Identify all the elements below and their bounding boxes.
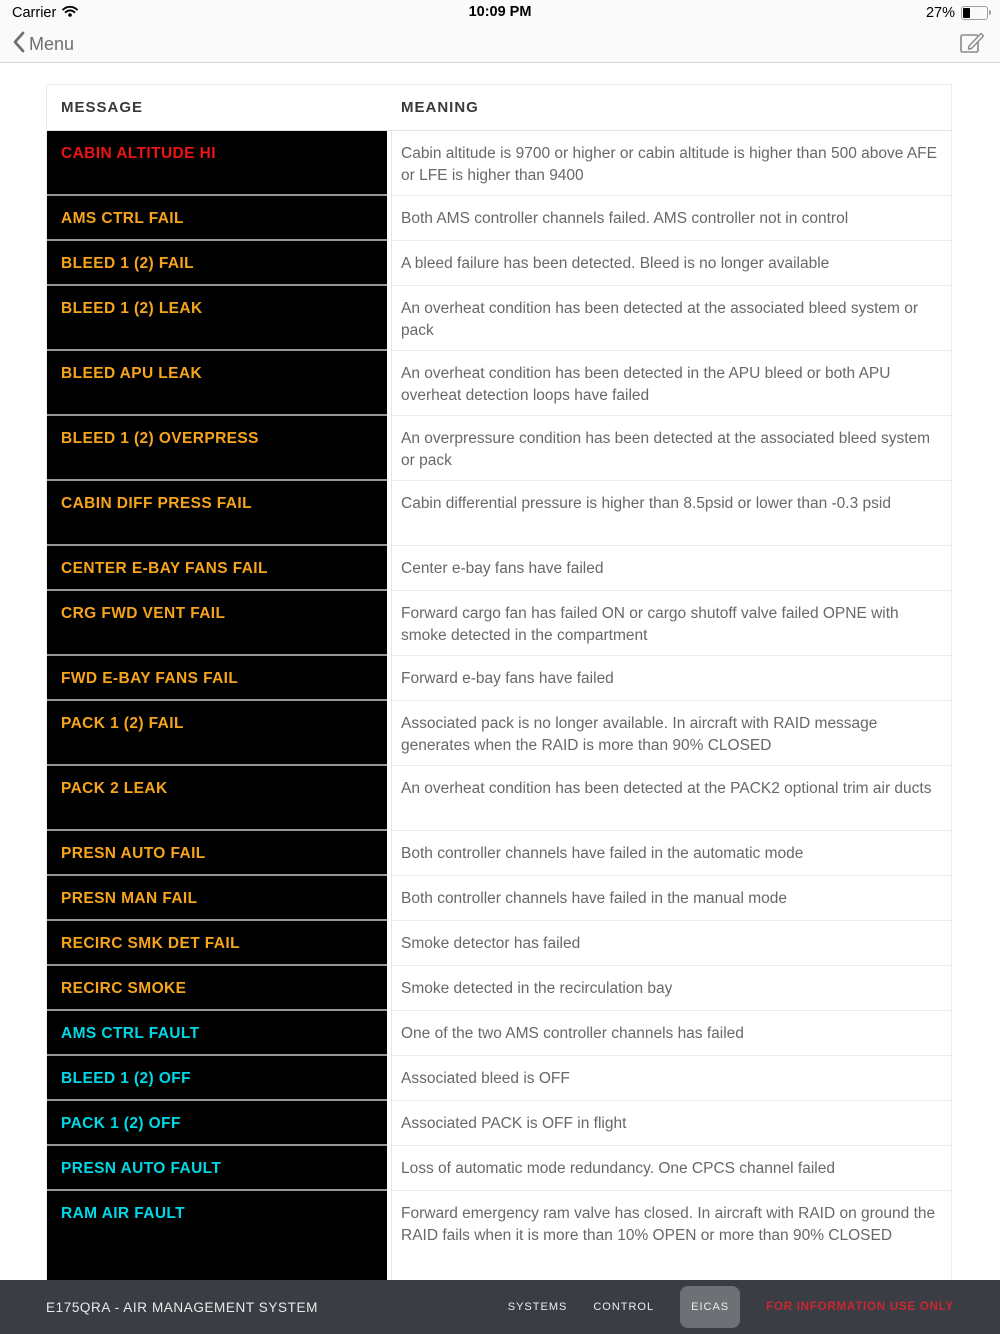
top-chrome xyxy=(0,0,1000,63)
table-row xyxy=(47,701,951,766)
meaning-cell: An overheat condition has been detected in the APU bleed or both APU overheat detection loops have failed xyxy=(391,351,951,416)
back-button[interactable] xyxy=(12,31,74,58)
message-cell: BLEED 1 (2) OFF xyxy=(47,1056,387,1101)
info-use-notice: FOR INFORMATION USE ONLY xyxy=(766,1301,954,1313)
meaning-cell: Forward emergency ram valve has closed. In aircraft with RAID on ground the RAID fails when it is more than 10% OPEN or more than 90% CLOSED xyxy=(391,1191,951,1299)
table-row xyxy=(47,1146,951,1191)
eicas-message-table xyxy=(46,84,952,1299)
meaning-cell: Center e-bay fans have failed xyxy=(391,546,951,591)
message-table-body xyxy=(47,131,951,1299)
message-cell: PRESN AUTO FAULT xyxy=(47,1146,387,1191)
compose-icon xyxy=(958,28,986,61)
message-cell: BLEED 1 (2) OVERPRESS xyxy=(47,416,387,481)
message-cell: AMS CTRL FAULT xyxy=(47,1011,387,1056)
meaning-cell: Both controller channels have failed in the manual mode xyxy=(391,876,951,921)
meaning-cell: Cabin altitude is 9700 or higher or cabin altitude is higher than 500 above AFE or LFE is higher than 9400 xyxy=(391,131,951,196)
message-cell: BLEED 1 (2) LEAK xyxy=(47,286,387,351)
message-cell: PRESN MAN FAIL xyxy=(47,876,387,921)
table-row xyxy=(47,196,951,241)
table-row xyxy=(47,1056,951,1101)
footer-tab-systems[interactable]: SYSTEMS xyxy=(507,1301,568,1313)
carrier-label: Carrier xyxy=(12,4,57,21)
message-cell: RAM AIR FAULT xyxy=(47,1191,387,1299)
document-title: E175QRA - AIR MANAGEMENT SYSTEM xyxy=(46,1299,318,1315)
message-cell: CABIN DIFF PRESS FAIL xyxy=(47,481,387,546)
table-row xyxy=(47,1011,951,1056)
table-row xyxy=(47,416,951,481)
message-cell: BLEED 1 (2) FAIL xyxy=(47,241,387,286)
meaning-cell: Both AMS controller channels failed. AMS controller not in control xyxy=(391,196,951,241)
meaning-cell: A bleed failure has been detected. Bleed is no longer available xyxy=(391,241,951,286)
message-cell: PACK 1 (2) OFF xyxy=(47,1101,387,1146)
message-cell: BLEED APU LEAK xyxy=(47,351,387,416)
status-bar xyxy=(0,0,1000,23)
meaning-cell: One of the two AMS controller channels has failed xyxy=(391,1011,951,1056)
nav-bar xyxy=(0,23,1000,65)
meaning-cell: An overheat condition has been detected at the associated bleed system or pack xyxy=(391,286,951,351)
meaning-cell: Associated pack is no longer available. In aircraft with RAID message generates when the RAID is more than 90% CLOSED xyxy=(391,701,951,766)
table-row xyxy=(47,286,951,351)
footer-tab-eicas[interactable]: EICAS xyxy=(680,1286,740,1328)
message-cell: CRG FWD VENT FAIL xyxy=(47,591,387,656)
battery-percent: 27% xyxy=(925,4,955,21)
table-row xyxy=(47,921,951,966)
meaning-cell: An overpressure condition has been detected at the associated bleed system or pack xyxy=(391,416,951,481)
column-header-message: MESSAGE xyxy=(61,99,144,116)
meaning-cell: Smoke detector has failed xyxy=(391,921,951,966)
footer-tabs xyxy=(508,1286,954,1328)
table-row xyxy=(47,656,951,701)
table-row xyxy=(47,766,951,831)
table-row xyxy=(47,966,951,1011)
message-cell: CENTER E-BAY FANS FAIL xyxy=(47,546,387,591)
meaning-cell: Loss of automatic mode redundancy. One CPCS channel failed xyxy=(391,1146,951,1191)
message-cell: PACK 2 LEAK xyxy=(47,766,387,831)
table-row xyxy=(47,1101,951,1146)
message-cell: PACK 1 (2) FAIL xyxy=(47,701,387,766)
message-cell: PRESN AUTO FAIL xyxy=(47,831,387,876)
meaning-cell: Cabin differential pressure is higher than 8.5psid or lower than -0.3 psid xyxy=(391,481,951,546)
meaning-cell: Both controller channels have failed in the automatic mode xyxy=(391,831,951,876)
meaning-cell: An overheat condition has been detected at the PACK2 optional trim air ducts xyxy=(391,766,951,831)
meaning-cell: Associated PACK is OFF in flight xyxy=(391,1101,951,1146)
column-header-meaning: MEANING xyxy=(401,99,479,116)
message-cell: AMS CTRL FAIL xyxy=(47,196,387,241)
table-row xyxy=(47,591,951,656)
table-row xyxy=(47,351,951,416)
table-row xyxy=(47,831,951,876)
table-row xyxy=(47,546,951,591)
meaning-cell: Smoke detected in the recirculation bay xyxy=(391,966,951,1011)
back-label: Menu xyxy=(29,33,75,54)
meaning-cell: Forward e-bay fans have failed xyxy=(391,656,951,701)
message-cell: RECIRC SMOKE xyxy=(47,966,387,1011)
clock: 10:09 PM xyxy=(468,4,532,20)
footer-bar xyxy=(0,1280,1000,1334)
table-row xyxy=(47,876,951,921)
compose-button[interactable] xyxy=(958,28,986,61)
message-cell: RECIRC SMK DET FAIL xyxy=(47,921,387,966)
table-row xyxy=(47,131,951,196)
footer-tab-control[interactable]: CONTROL xyxy=(593,1301,655,1313)
meaning-cell: Associated bleed is OFF xyxy=(391,1056,951,1101)
table-header-row xyxy=(47,85,951,131)
table-row xyxy=(47,481,951,546)
message-cell: FWD E-BAY FANS FAIL xyxy=(47,656,387,701)
chevron-left-icon xyxy=(12,31,25,58)
table-row xyxy=(47,241,951,286)
meaning-cell: Forward cargo fan has failed ON or cargo shutoff valve failed OPNE with smoke detected in the compartment xyxy=(391,591,951,656)
message-cell: CABIN ALTITUDE HI xyxy=(47,131,387,196)
battery-icon xyxy=(961,6,988,20)
